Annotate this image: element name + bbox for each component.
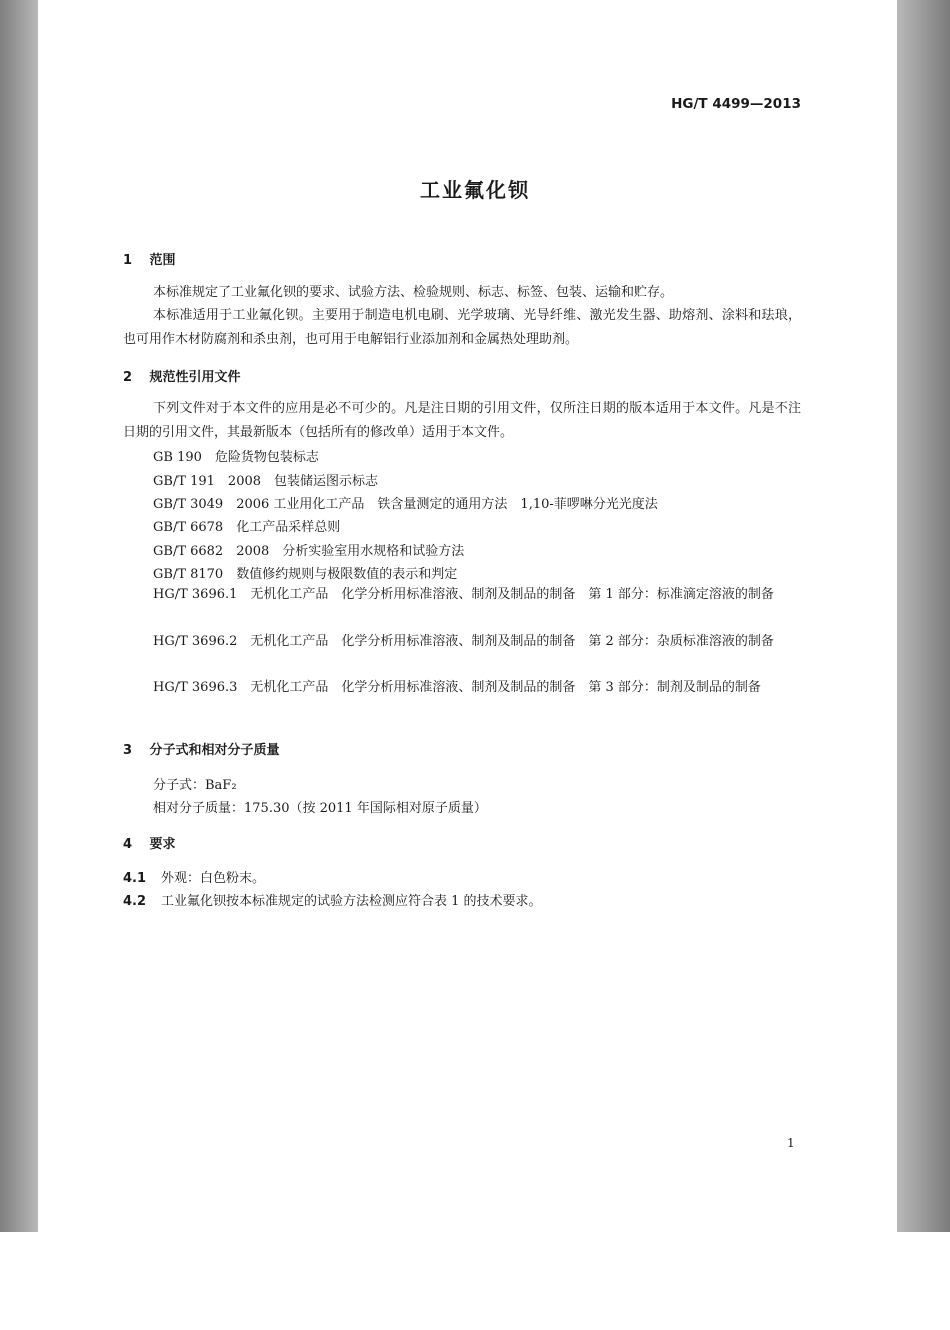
reference-item: HG/T 3696.3 无机化工产品 化学分析用标准溶液、制剂及制品的制备 第 3 部分：制剂及制品的制备 xyxy=(153,680,761,695)
reference-item: GB/T 6678 化工产品采样总则 xyxy=(153,520,341,535)
section-1-heading xyxy=(123,249,176,268)
scope-paragraph-1: 本标准规定了工业氟化钡的要求、试验方法、检验规则、标志、标签、包装、运输和贮存。 xyxy=(153,285,674,300)
page-title: 工业氟化钡 xyxy=(420,178,530,202)
section-number: 2 xyxy=(123,370,133,385)
reference-item: GB/T 3049 2006 工业用化工产品 铁含量测定的通用方法 1,10-菲啰啉分光光度法 xyxy=(153,497,658,512)
molecular-formula: 分子式：BaF₂ xyxy=(153,778,237,793)
section-title: 规范性引用文件 xyxy=(149,370,241,385)
page-number: 1 xyxy=(787,1136,795,1150)
clause-text: 外观：白色粉末。 xyxy=(161,871,266,886)
molecular-mass: 相对分子质量：175.30（按 2011 年国际相对原子质量） xyxy=(153,801,487,816)
section-number: 3 xyxy=(123,743,133,758)
reference-item: GB/T 8170 数值修约规则与极限数值的表示和判定 xyxy=(153,567,458,582)
clause-4-1 xyxy=(123,867,265,886)
clause-number: 4.1 xyxy=(123,871,147,886)
section-title: 分子式和相对分子质量 xyxy=(149,743,280,758)
below-page-area xyxy=(0,1232,950,1330)
section-3-heading xyxy=(123,739,280,758)
clause-text: 工业氟化钡按本标准规定的试验方法检测应符合表 1 的技术要求。 xyxy=(161,894,542,909)
section-4-heading xyxy=(123,833,176,852)
section-number: 1 xyxy=(123,253,133,268)
reference-item: GB 190 危险货物包装标志 xyxy=(153,450,319,465)
reference-item: GB/T 6682 2008 分析实验室用水规格和试验方法 xyxy=(153,544,465,559)
clause-number: 4.2 xyxy=(123,894,147,909)
section-2-heading xyxy=(123,366,241,385)
section-number: 4 xyxy=(123,837,133,852)
clause-4-2 xyxy=(123,890,542,909)
reference-item: HG/T 3696.2 无机化工产品 化学分析用标准溶液、制剂及制品的制备 第 2 部分：杂质标准溶液的制备 xyxy=(153,634,774,649)
standard-code: HG/T 4499—2013 xyxy=(671,96,801,112)
scope-paragraph-2: 本标准适用于工业氟化钡。主要用于制造电机电刷、光学玻璃、光导纤维、激光发生器、助熔剂、涂料和珐琅，也可用作木材防腐剂和杀虫剂，也可用于电解铝行业添加剂和金属热处理助剂。 xyxy=(123,308,801,347)
references-intro: 下列文件对于本文件的应用是必不可少的。凡是注日期的引用文件，仅所注日期的版本适用于本文件。凡是不注日期的引用文件，其最新版本（包括所有的修改单）适用于本文件。 xyxy=(123,401,801,440)
reference-item: GB/T 191 2008 包装储运图示标志 xyxy=(153,474,379,489)
reference-item: HG/T 3696.1 无机化工产品 化学分析用标准溶液、制剂及制品的制备 第 1 部分：标准滴定溶液的制备 xyxy=(153,587,774,602)
section-title: 范围 xyxy=(149,253,176,268)
section-title: 要求 xyxy=(149,837,176,852)
